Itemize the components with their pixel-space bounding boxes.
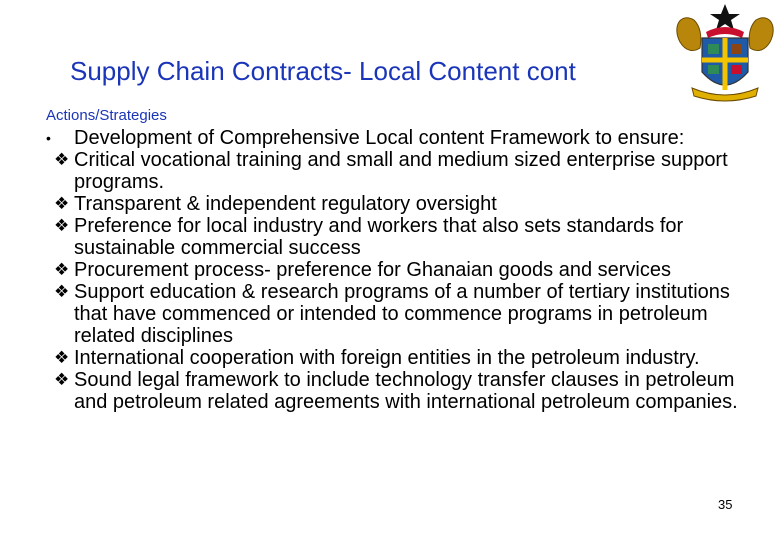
slide-title: Supply Chain Contracts- Local Content cont — [70, 56, 576, 86]
bullet-list — [46, 127, 746, 413]
diamond-bullet-icon: ❖ — [54, 194, 70, 213]
list-item — [46, 215, 746, 259]
coat-of-arms-emblem — [672, 2, 778, 102]
page-number: 35 — [718, 497, 733, 512]
intro-bullet — [46, 127, 746, 149]
diamond-bullet-icon: ❖ — [54, 370, 70, 389]
diamond-bullet-icon: ❖ — [54, 216, 70, 235]
list-item — [46, 259, 746, 281]
diamond-bullet-icon: ❖ — [54, 282, 70, 301]
list-item-text: Preference for local industry and workers that also sets standards for sustainable commercial success — [74, 215, 684, 259]
list-item — [46, 369, 746, 413]
slide-subtitle: Actions/Strategies — [46, 107, 167, 124]
list-item-text: Support education & research programs of a number of tertiary institutions that have commenced or intended to commence programs in petroleum related disciplines — [74, 281, 730, 347]
list-item — [46, 281, 746, 347]
list-item-text: Transparent & independent regulatory oversight — [74, 193, 497, 215]
diamond-bullet-icon: ❖ — [54, 150, 70, 169]
list-item-text: Critical vocational training and small and medium sized enterprise support programs. — [74, 149, 728, 193]
list-item-text: Sound legal framework to include technology transfer clauses in petroleum and petroleum related agreements with international petroleum companies. — [74, 369, 738, 413]
intro-text: Development of Comprehensive Local content Framework to ensure: — [74, 127, 685, 149]
list-item-text: International cooperation with foreign entities in the petroleum industry. — [74, 347, 700, 369]
bullet-dot-icon: • — [46, 130, 51, 146]
diamond-bullet-icon: ❖ — [54, 260, 70, 279]
diamond-bullet-icon: ❖ — [54, 348, 70, 367]
list-item — [46, 193, 746, 215]
list-item-text: Procurement process- preference for Ghanaian goods and services — [74, 259, 671, 281]
list-item — [46, 149, 746, 193]
list-item — [46, 347, 746, 369]
